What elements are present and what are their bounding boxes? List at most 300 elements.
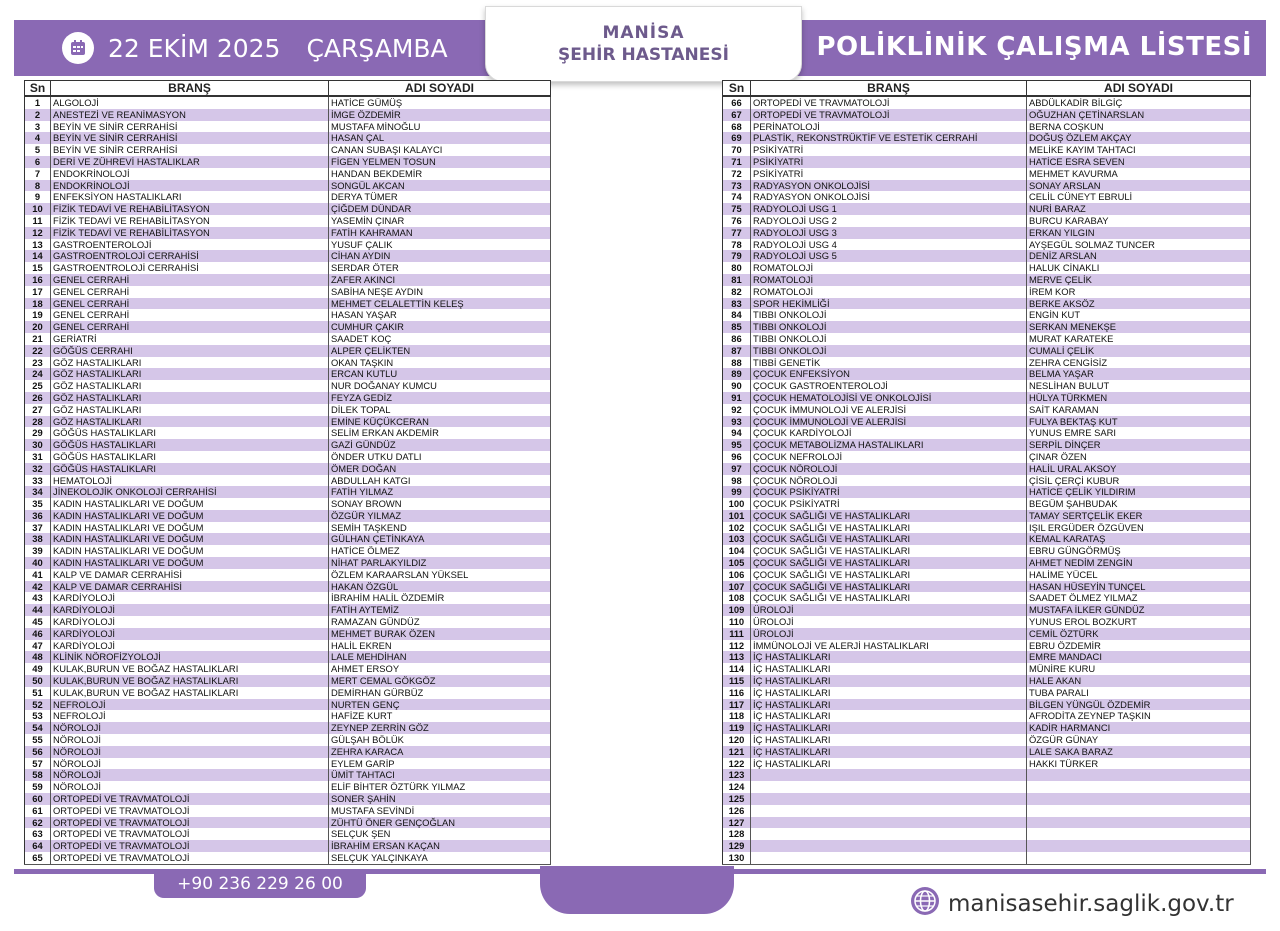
row-adi-soyadi: CELİL CÜNEYT EBRULİ: [1027, 191, 1251, 203]
table-row: [25, 604, 551, 616]
table-row: [25, 368, 551, 380]
row-brans: RADYASYON ONKOLOJİSİ: [751, 191, 1027, 203]
table-row: [25, 239, 551, 251]
row-sn: 126: [723, 805, 751, 817]
row-sn: 52: [25, 699, 51, 711]
row-brans: TIBBI ONKOLOJİ: [751, 345, 1027, 357]
row-sn: 108: [723, 592, 751, 604]
row-adi-soyadi: HASAN HÜSEYİN TUNÇEL: [1027, 581, 1251, 593]
table-row: [723, 569, 1251, 581]
row-sn: 79: [723, 250, 751, 262]
row-adi-soyadi: TUBA PARALI: [1027, 687, 1251, 699]
table-row: [25, 357, 551, 369]
table-row: [25, 734, 551, 746]
row-adi-soyadi: AHMET NEDİM ZENGİN: [1027, 557, 1251, 569]
row-adi-soyadi: HALUK CİNAKLI: [1027, 262, 1251, 274]
row-brans: NÖROLOJİ: [51, 781, 329, 793]
table-row: [723, 404, 1251, 416]
row-adi-soyadi: CEMİL ÖZTÜRK: [1027, 628, 1251, 640]
row-brans: RADYASYON ONKOLOJİSİ: [751, 180, 1027, 192]
table-row: [25, 203, 551, 215]
row-adi-soyadi: HALE AKAN: [1027, 675, 1251, 687]
row-sn: 119: [723, 722, 751, 734]
row-sn: 121: [723, 746, 751, 758]
row-brans: ÇOCUK NÖROLOJİ: [751, 463, 1027, 475]
row-sn: 99: [723, 486, 751, 498]
row-sn: 56: [25, 746, 51, 758]
row-adi-soyadi: EBRU ÖZDEMİR: [1027, 640, 1251, 652]
row-adi-soyadi: HALİL EKREN: [329, 640, 551, 652]
website: [910, 886, 1234, 922]
row-sn: 127: [723, 817, 751, 829]
row-brans: PSİKİYATRİ: [751, 156, 1027, 168]
row-sn: 16: [25, 274, 51, 286]
row-sn: 14: [25, 250, 51, 262]
row-sn: 11: [25, 215, 51, 227]
table-row: [723, 581, 1251, 593]
row-brans: GASTROENTROLOJİ CERRAHİSİ: [51, 250, 329, 262]
row-brans: ENDOKRİNOLOJİ: [51, 168, 329, 180]
row-adi-soyadi: SAADET KOÇ: [329, 333, 551, 345]
row-brans: NÖROLOJİ: [51, 769, 329, 781]
table-row: [723, 510, 1251, 522]
table-row: [723, 522, 1251, 534]
table-row: [723, 769, 1251, 781]
row-sn: 32: [25, 463, 51, 475]
row-sn: 28: [25, 416, 51, 428]
row-adi-soyadi: AFRODİTA ZEYNEP TAŞKIN: [1027, 710, 1251, 722]
row-brans: ÇOCUK İMMUNOLOJİ VE ALERJİSİ: [751, 416, 1027, 428]
row-sn: 7: [25, 168, 51, 180]
row-adi-soyadi: HATİCE GÜMÜŞ: [329, 96, 551, 109]
row-sn: 101: [723, 510, 751, 522]
row-sn: 64: [25, 840, 51, 852]
row-sn: 75: [723, 203, 751, 215]
row-brans: [751, 852, 1027, 864]
row-adi-soyadi: İBRAHİM ERSAN KAÇAN: [329, 840, 551, 852]
row-adi-soyadi: SONGÜL AKCAN: [329, 180, 551, 192]
row-adi-soyadi: ÖZLEM KARAARSLAN YÜKSEL: [329, 569, 551, 581]
row-brans: ÜROLOJİ: [751, 628, 1027, 640]
row-brans: KADIN HASTALIKLARI VE DOĞUM: [51, 557, 329, 569]
row-brans: İÇ HASTALIKLARI: [751, 699, 1027, 711]
row-brans: GENEL CERRAHİ: [51, 321, 329, 333]
table-row: [25, 309, 551, 321]
row-adi-soyadi: TAMAY SERTÇELİK EKER: [1027, 510, 1251, 522]
table-row: [723, 463, 1251, 475]
row-brans: GÖĞÜS CERRAHI: [51, 345, 329, 357]
row-sn: 117: [723, 699, 751, 711]
row-brans: ENDOKRİNOLOJİ: [51, 180, 329, 192]
row-brans: BEYİN VE SİNİR CERRAHİSİ: [51, 132, 329, 144]
table-row: [723, 793, 1251, 805]
row-adi-soyadi: HASAN YAŞAR: [329, 309, 551, 321]
table-row: [723, 144, 1251, 156]
row-brans: KULAK,BURUN VE BOĞAZ HASTALIKLARI: [51, 687, 329, 699]
row-adi-soyadi: ZEYNEP ZERRİN GÖZ: [329, 722, 551, 734]
row-sn: 109: [723, 604, 751, 616]
row-brans: GÖĞÜS HASTALIKLARI: [51, 451, 329, 463]
table-row: [25, 710, 551, 722]
row-sn: 80: [723, 262, 751, 274]
row-adi-soyadi: FEYZA GEDİZ: [329, 392, 551, 404]
row-brans: ÇOCUK KARDİYOLOJİ: [751, 427, 1027, 439]
table-row: [25, 651, 551, 663]
row-adi-soyadi: NİHAT PARLAKYILDIZ: [329, 557, 551, 569]
row-sn: 55: [25, 734, 51, 746]
row-sn: 10: [25, 203, 51, 215]
table-row: [723, 852, 1251, 864]
row-sn: 49: [25, 663, 51, 675]
row-adi-soyadi: [1027, 840, 1251, 852]
row-adi-soyadi: [1027, 781, 1251, 793]
row-adi-soyadi: ÖNDER UTKU DATLI: [329, 451, 551, 463]
row-brans: KADIN HASTALIKLARI VE DOĞUM: [51, 522, 329, 534]
table-row: [723, 781, 1251, 793]
row-adi-soyadi: ZÜHTÜ ÖNER GENÇOĞLAN: [329, 817, 551, 829]
row-brans: ÇOCUK SAĞLIĞI VE HASTALIKLARI: [751, 522, 1027, 534]
row-brans: ÇOCUK SAĞLIĞI VE HASTALIKLARI: [751, 510, 1027, 522]
table-row: [25, 345, 551, 357]
row-sn: 12: [25, 227, 51, 239]
table-row: [25, 569, 551, 581]
table-row: [723, 640, 1251, 652]
hospital-name-box: [485, 6, 802, 82]
row-sn: 67: [723, 109, 751, 121]
row-brans: GENEL CERRAHİ: [51, 274, 329, 286]
row-sn: 1: [25, 96, 51, 109]
row-sn: 82: [723, 286, 751, 298]
row-sn: 129: [723, 840, 751, 852]
row-adi-soyadi: [1027, 793, 1251, 805]
row-sn: 107: [723, 581, 751, 593]
table-row: [723, 439, 1251, 451]
table-row: [723, 828, 1251, 840]
row-sn: 36: [25, 510, 51, 522]
row-brans: ORTOPEDİ VE TRAVMATOLOJİ: [51, 817, 329, 829]
row-brans: GÖZ HASTALIKLARI: [51, 404, 329, 416]
row-adi-soyadi: NUR DOĞANAY KUMCU: [329, 380, 551, 392]
row-adi-soyadi: HATİCE ESRA SEVEN: [1027, 156, 1251, 168]
row-sn: 106: [723, 569, 751, 581]
row-sn: 112: [723, 640, 751, 652]
row-brans: ÇOCUK SAĞLIĞI VE HASTALIKLARI: [751, 545, 1027, 557]
row-brans: RADYOLOJİ USG 3: [751, 227, 1027, 239]
row-sn: 38: [25, 533, 51, 545]
row-brans: [751, 769, 1027, 781]
table-row: [723, 604, 1251, 616]
column-header-adi-soyadi: ADI SOYADI: [329, 81, 551, 97]
row-adi-soyadi: FİGEN YELMEN TOSUN: [329, 156, 551, 168]
table-row: [723, 451, 1251, 463]
row-sn: 102: [723, 522, 751, 534]
row-brans: ÇOCUK PSİKİYATRİ: [751, 486, 1027, 498]
row-adi-soyadi: DEMİRHAN GÜRBÜZ: [329, 687, 551, 699]
column-header-brans: BRANŞ: [51, 81, 329, 97]
column-header-sn: Sn: [25, 81, 51, 97]
row-brans: İÇ HASTALIKLARI: [751, 710, 1027, 722]
row-brans: KADIN HASTALIKLARI VE DOĞUM: [51, 533, 329, 545]
row-brans: RADYOLOJİ USG 5: [751, 250, 1027, 262]
row-brans: FİZİK TEDAVİ VE REHABİLİTASYON: [51, 203, 329, 215]
row-adi-soyadi: SAİT KARAMAN: [1027, 404, 1251, 416]
row-brans: KULAK,BURUN VE BOĞAZ HASTALIKLARI: [51, 663, 329, 675]
table-row: [723, 651, 1251, 663]
table-row: [723, 486, 1251, 498]
row-adi-soyadi: EBRU GÜNGÖRMÜŞ: [1027, 545, 1251, 557]
row-sn: 83: [723, 298, 751, 310]
row-adi-soyadi: YUNUS EMRE SARI: [1027, 427, 1251, 439]
row-sn: 65: [25, 852, 51, 864]
table-row: [723, 557, 1251, 569]
row-brans: TIBBI ONKOLOJİ: [751, 309, 1027, 321]
row-sn: 29: [25, 427, 51, 439]
row-sn: 105: [723, 557, 751, 569]
table-row: [723, 427, 1251, 439]
row-adi-soyadi: CANAN SUBAŞI KALAYCI: [329, 144, 551, 156]
row-adi-soyadi: ÖZGÜR YILMAZ: [329, 510, 551, 522]
row-adi-soyadi: MUSTAFA SEVİNDİ: [329, 805, 551, 817]
row-sn: 42: [25, 581, 51, 593]
row-sn: 91: [723, 392, 751, 404]
row-sn: 53: [25, 710, 51, 722]
table-row: [25, 840, 551, 852]
row-brans: TIBBI ONKOLOJİ: [751, 321, 1027, 333]
row-adi-soyadi: ELİF BİHTER ÖZTÜRK YILMAZ: [329, 781, 551, 793]
table-row: [723, 545, 1251, 557]
row-adi-soyadi: BERNA COŞKUN: [1027, 121, 1251, 133]
row-brans: GENEL CERRAHİ: [51, 298, 329, 310]
row-sn: 110: [723, 616, 751, 628]
row-brans: GÖZ HASTALIKLARI: [51, 357, 329, 369]
row-brans: ÇOCUK SAĞLIĞI VE HASTALIKLARI: [751, 581, 1027, 593]
schedule-table-right: [722, 80, 1251, 865]
row-brans: ÇOCUK SAĞLIĞI VE HASTALIKLARI: [751, 533, 1027, 545]
row-adi-soyadi: HATİCE ÖLMEZ: [329, 545, 551, 557]
table-row: [25, 191, 551, 203]
row-adi-soyadi: EYLEM GARİP: [329, 758, 551, 770]
row-sn: 26: [25, 392, 51, 404]
row-adi-soyadi: BURCU KARABAY: [1027, 215, 1251, 227]
row-brans: JİNEKOLOJİK ONKOLOJİ CERRAHİSİ: [51, 486, 329, 498]
row-sn: 48: [25, 651, 51, 663]
row-brans: İÇ HASTALIKLARI: [751, 687, 1027, 699]
row-sn: 85: [723, 321, 751, 333]
table-row: [25, 451, 551, 463]
row-adi-soyadi: OKAN TAŞKIN: [329, 357, 551, 369]
row-brans: ALGOLOJİ: [51, 96, 329, 109]
row-adi-soyadi: NESLİHAN BULUT: [1027, 380, 1251, 392]
row-brans: GENEL CERRAHİ: [51, 286, 329, 298]
row-brans: ANESTEZİ VE REANİMASYON: [51, 109, 329, 121]
table-row: [25, 463, 551, 475]
row-brans: NÖROLOJİ: [51, 734, 329, 746]
row-brans: PSİKİYATRİ: [751, 168, 1027, 180]
table-row: [723, 475, 1251, 487]
table-row: [25, 427, 551, 439]
row-brans: PSİKİYATRİ: [751, 144, 1027, 156]
table-row: [25, 852, 551, 864]
row-brans: FİZİK TEDAVİ VE REHABİLİTASYON: [51, 227, 329, 239]
table-row: [25, 675, 551, 687]
row-brans: KARDİYOLOJİ: [51, 628, 329, 640]
row-brans: RADYOLOJİ USG 1: [751, 203, 1027, 215]
row-adi-soyadi: HATİCE ÇELİK YILDIRIM: [1027, 486, 1251, 498]
row-brans: ÜROLOJİ: [751, 616, 1027, 628]
table-row: [723, 121, 1251, 133]
row-adi-soyadi: HALİME YÜCEL: [1027, 569, 1251, 581]
table-row: [723, 592, 1251, 604]
row-adi-soyadi: [1027, 769, 1251, 781]
row-adi-soyadi: FATİH AYTEMİZ: [329, 604, 551, 616]
row-adi-soyadi: ÖMER DOĞAN: [329, 463, 551, 475]
row-sn: 21: [25, 333, 51, 345]
row-adi-soyadi: MURAT KARATEKE: [1027, 333, 1251, 345]
row-brans: İÇ HASTALIKLARI: [751, 651, 1027, 663]
row-sn: 35: [25, 498, 51, 510]
row-sn: 69: [723, 132, 751, 144]
row-brans: ORTOPEDİ VE TRAVMATOLOJİ: [51, 805, 329, 817]
table-row: [25, 132, 551, 144]
row-brans: ÇOCUK NÖROLOJİ: [751, 475, 1027, 487]
hospital-name: ŞEHİR HASTANESİ: [558, 45, 729, 65]
table-row: [723, 215, 1251, 227]
table-row: [723, 357, 1251, 369]
row-sn: 15: [25, 262, 51, 274]
row-sn: 76: [723, 215, 751, 227]
table-row: [723, 156, 1251, 168]
row-brans: İÇ HASTALIKLARI: [751, 758, 1027, 770]
row-adi-soyadi: SONAY BROWN: [329, 498, 551, 510]
row-brans: ÇOCUK SAĞLIĞI VE HASTALIKLARI: [751, 557, 1027, 569]
row-sn: 23: [25, 357, 51, 369]
row-brans: ORTOPEDİ VE TRAVMATOLOJİ: [51, 840, 329, 852]
row-sn: 93: [723, 416, 751, 428]
table-row: [723, 628, 1251, 640]
row-brans: KULAK,BURUN VE BOĞAZ HASTALIKLARI: [51, 675, 329, 687]
row-adi-soyadi: KEMAL KARATAŞ: [1027, 533, 1251, 545]
row-adi-soyadi: YASEMİN ÇINAR: [329, 215, 551, 227]
row-sn: 45: [25, 616, 51, 628]
row-sn: 27: [25, 404, 51, 416]
table-row: [723, 817, 1251, 829]
row-sn: 51: [25, 687, 51, 699]
row-adi-soyadi: SERKAN MENEKŞE: [1027, 321, 1251, 333]
table-row: [25, 121, 551, 133]
row-adi-soyadi: SERDAR ÖTER: [329, 262, 551, 274]
row-adi-soyadi: KADİR HARMANCI: [1027, 722, 1251, 734]
table-row: [25, 699, 551, 711]
row-sn: 124: [723, 781, 751, 793]
row-adi-soyadi: ZEHRA CENGİSİZ: [1027, 357, 1251, 369]
row-adi-soyadi: FATİH KAHRAMAN: [329, 227, 551, 239]
table-row: [723, 758, 1251, 770]
row-adi-soyadi: İMGE ÖZDEMİR: [329, 109, 551, 121]
row-sn: 3: [25, 121, 51, 133]
row-adi-soyadi: HÜLYA TÜRKMEN: [1027, 392, 1251, 404]
row-adi-soyadi: MUSTAFA MİNOĞLU: [329, 121, 551, 133]
row-brans: TIBBI ONKOLOJİ: [751, 333, 1027, 345]
table-row: [723, 345, 1251, 357]
row-adi-soyadi: ÇİSİL ÇERÇİ KUBUR: [1027, 475, 1251, 487]
row-brans: İÇ HASTALIKLARI: [751, 746, 1027, 758]
row-adi-soyadi: EMİNE KÜÇÜKCERAN: [329, 416, 551, 428]
calendar-icon: [62, 32, 94, 64]
row-adi-soyadi: FATİH YILMAZ: [329, 486, 551, 498]
row-sn: 125: [723, 793, 751, 805]
table-row: [723, 533, 1251, 545]
table-row: [25, 180, 551, 192]
row-sn: 122: [723, 758, 751, 770]
table-row: [25, 628, 551, 640]
row-sn: 59: [25, 781, 51, 793]
row-brans: KARDİYOLOJİ: [51, 640, 329, 652]
table-row: [25, 250, 551, 262]
row-adi-soyadi: FULYA BEKTAŞ KUT: [1027, 416, 1251, 428]
row-sn: 128: [723, 828, 751, 840]
row-sn: 54: [25, 722, 51, 734]
table-row: [723, 191, 1251, 203]
row-adi-soyadi: [1027, 805, 1251, 817]
row-sn: 46: [25, 628, 51, 640]
row-sn: 120: [723, 734, 751, 746]
row-adi-soyadi: DOĞUŞ ÖZLEM AKÇAY: [1027, 132, 1251, 144]
row-sn: 100: [723, 498, 751, 510]
table-row: [723, 805, 1251, 817]
row-sn: 30: [25, 439, 51, 451]
row-adi-soyadi: NURTEN GENÇ: [329, 699, 551, 711]
row-brans: ENFEKSİYON HASTALIKLARI: [51, 191, 329, 203]
row-sn: 40: [25, 557, 51, 569]
row-adi-soyadi: SONER ŞAHİN: [329, 793, 551, 805]
row-adi-soyadi: MERVE ÇELİK: [1027, 274, 1251, 286]
row-adi-soyadi: GAZİ GÜNDÜZ: [329, 439, 551, 451]
row-sn: 104: [723, 545, 751, 557]
table-row: [25, 286, 551, 298]
row-sn: 114: [723, 663, 751, 675]
table-row: [723, 274, 1251, 286]
row-brans: [751, 817, 1027, 829]
row-sn: 58: [25, 769, 51, 781]
row-sn: 2: [25, 109, 51, 121]
row-adi-soyadi: SABİHA NEŞE AYDIN: [329, 286, 551, 298]
row-adi-soyadi: MEHMET KAVURMA: [1027, 168, 1251, 180]
row-brans: HEMATOLOJİ: [51, 475, 329, 487]
hospital-city: MANİSA: [602, 23, 685, 43]
row-brans: BEYİN VE SİNİR CERRAHİSİ: [51, 121, 329, 133]
table-row: [25, 262, 551, 274]
website-url[interactable]: manisasehir.saglik.gov.tr: [948, 891, 1234, 917]
row-brans: ÇOCUK SAĞLIĞI VE HASTALIKLARI: [751, 592, 1027, 604]
row-sn: 13: [25, 239, 51, 251]
table-row: [25, 793, 551, 805]
row-adi-soyadi: SAADET ÖLMEZ YILMAZ: [1027, 592, 1251, 604]
row-sn: 116: [723, 687, 751, 699]
row-brans: ÜROLOJİ: [751, 604, 1027, 616]
row-sn: 87: [723, 345, 751, 357]
column-header-adi-soyadi: ADI SOYADI: [1027, 81, 1251, 97]
table-row: [723, 132, 1251, 144]
row-sn: 81: [723, 274, 751, 286]
row-brans: ÇOCUK PSİKİYATRİ: [751, 498, 1027, 510]
row-adi-soyadi: HALİL URAL AKSOY: [1027, 463, 1251, 475]
row-adi-soyadi: BERKE AKSÖZ: [1027, 298, 1251, 310]
row-brans: ÇOCUK NEFROLOJİ: [751, 451, 1027, 463]
row-sn: 4: [25, 132, 51, 144]
row-brans: ORTOPEDİ VE TRAVMATOLOJİ: [51, 852, 329, 864]
row-sn: 88: [723, 357, 751, 369]
table-row: [25, 486, 551, 498]
